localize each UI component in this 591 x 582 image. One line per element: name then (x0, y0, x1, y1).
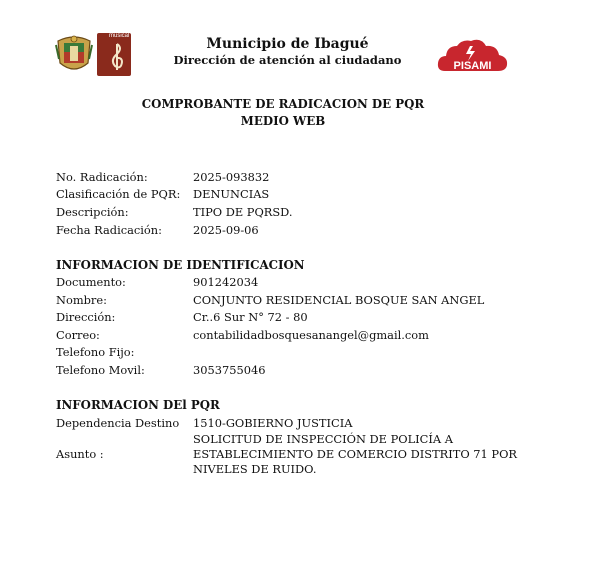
field-row (56, 293, 484, 308)
field-value: 901242034 (193, 275, 259, 289)
field-row (56, 223, 259, 238)
document-title (100, 96, 466, 130)
field-value: 3053755046 (193, 363, 266, 377)
field-label: Correo: (56, 328, 100, 342)
field-row (56, 205, 293, 220)
asunto-line: SOLICITUD DE INSPECCIÓN DE POLICÍA A (193, 432, 453, 446)
dept-name: Dirección de atención al ciudadano (173, 53, 402, 67)
field-label: Dependencia Destino (56, 416, 180, 430)
field-value: 2025-093832 (193, 170, 270, 184)
field-label: Telefono Movil: (56, 363, 145, 377)
field-value: DENUNCIAS (193, 187, 270, 201)
pisami-logo-text: PISAMI (453, 60, 492, 72)
asunto-value (193, 432, 517, 477)
ibague-coat-of-arms-icon (55, 33, 93, 75)
field-label: Dirección: (56, 310, 116, 324)
field-label: No. Radicación: (56, 170, 148, 184)
field-label: Nombre: (56, 293, 107, 307)
musical-logo-text: musical (109, 33, 130, 39)
field-row (56, 187, 269, 202)
field-label: Asunto : (56, 447, 104, 461)
field-row (56, 363, 265, 378)
field-row (56, 275, 258, 290)
title-line-2: MEDIO WEB (240, 114, 326, 128)
field-label: Fecha Radicación: (56, 223, 162, 237)
field-value: TIPO DE PQRSD. (193, 205, 293, 219)
field-label: Documento: (56, 275, 126, 289)
treble-clef-icon (107, 42, 127, 72)
field-value: Cr..6 Sur N° 72 - 80 (193, 310, 308, 324)
asunto-line: ESTABLECIMIENTO DE COMERCIO DISTRITO 71 POR (193, 447, 517, 461)
org-name: Municipio de Ibagué (206, 36, 369, 52)
field-label: Clasificación de PQR: (56, 187, 181, 201)
field-row (56, 416, 352, 431)
header-logos-left (55, 33, 131, 76)
field-value: contabilidadbosquesanangel@gmail.com (193, 328, 429, 342)
musical-logo (97, 33, 131, 76)
field-row (56, 328, 429, 343)
title-line-1: COMPROBANTE DE RADICACION DE PQR (141, 97, 425, 111)
field-row (56, 170, 269, 185)
field-row (56, 310, 308, 325)
document-header (150, 36, 425, 68)
section-heading-pqr: INFORMACION DEl PQR (56, 398, 220, 412)
pisami-logo (437, 37, 508, 73)
asunto-line: NIVELES DE RUIDO. (193, 462, 317, 476)
section-heading-identificacion: INFORMACION DE IDENTIFICACION (56, 258, 305, 272)
field-value: 2025-09-06 (193, 223, 259, 237)
field-row (56, 447, 193, 462)
field-value: CONJUNTO RESIDENCIAL BOSQUE SAN ANGEL (193, 293, 485, 307)
field-label: Descripción: (56, 205, 129, 219)
field-row (56, 345, 193, 360)
field-label: Telefono Fijo: (56, 345, 135, 359)
field-value: 1510-GOBIERNO JUSTICIA (193, 416, 353, 430)
